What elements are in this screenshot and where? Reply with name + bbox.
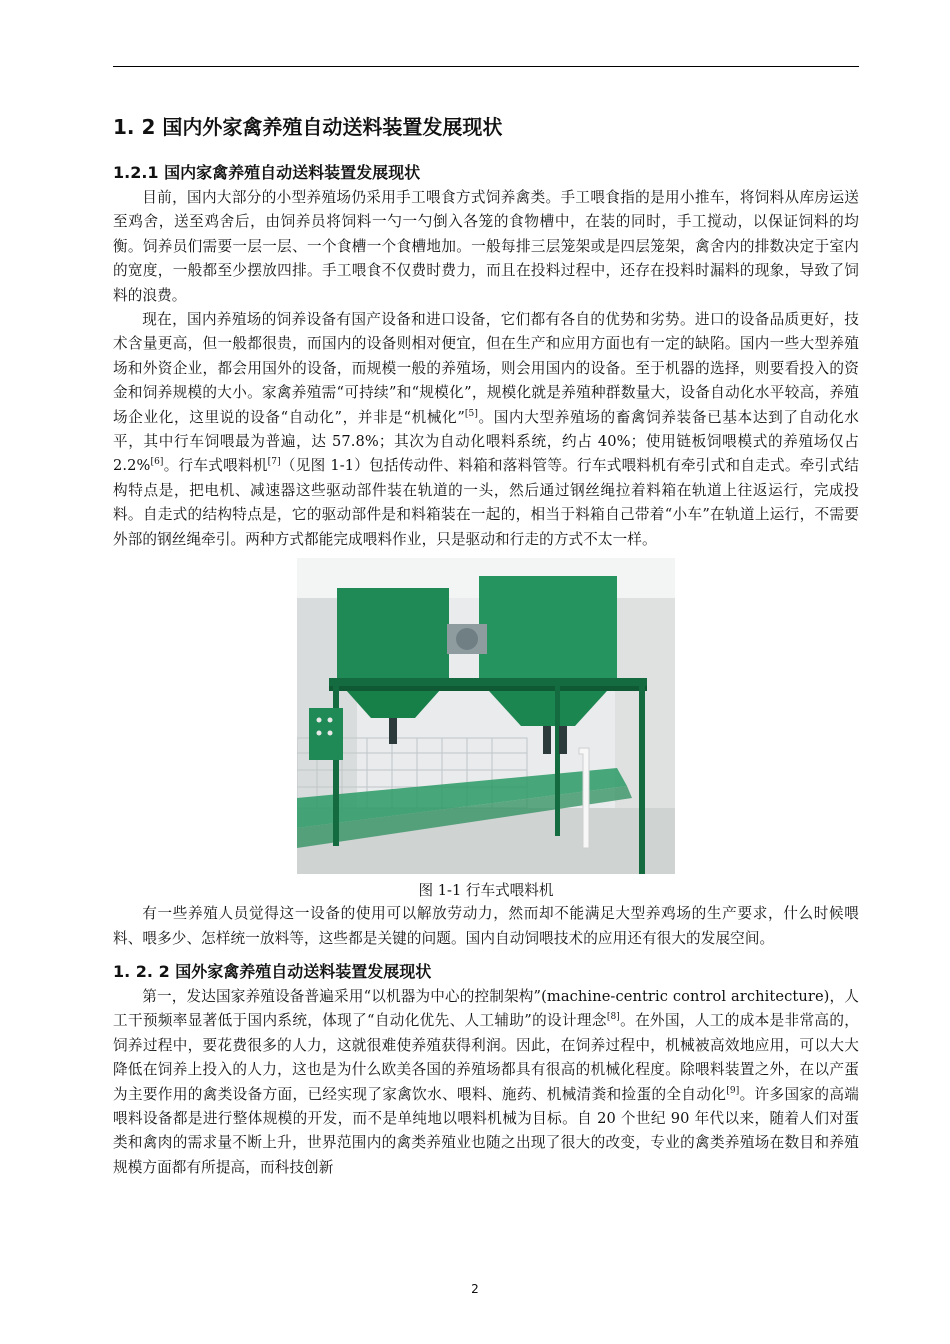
citation-ref: [6]: [150, 457, 164, 468]
text-run: 。在外国，人工的成本是非常高的，饲养过程中，要花费很多的人力，这就很难使养殖获得利润。因此，在饲养过程中，机械被高效地应用，可以大大降低在饲养上投入的人力，这也是为什么欧美各国的养殖场都具有很高的机械化程度。除喂料装置之外，在以产蛋为主要作用的禽类设备方面，已经实现了家禽饮水、喂料、施药、机械清粪和捡蛋的全自动化: [113, 1012, 859, 1103]
citation-ref: [5]: [464, 408, 478, 419]
text-run: 。国内大型养殖场的畜禽饲养装备已基本达到了自动化水平，其中行车饲喂最为普遍，达 57.8%；其次为自动化喂料系统，约占 40%；使用链板饲喂模式的养殖场仅占 2.2%: [113, 408, 859, 475]
text-run: 。行车式喂料机: [163, 457, 268, 475]
citation-ref: [8]: [606, 1012, 620, 1023]
subsection-title-1-2-1: 1.2.1 国内家禽养殖自动送料装置发展现状: [113, 163, 421, 182]
figure-caption: 图 1-1 行车式喂料机: [418, 882, 554, 900]
figure-1-1: [113, 558, 859, 902]
paragraph: [113, 985, 859, 1180]
page-number: 2: [471, 1282, 479, 1296]
text-run: 现在，国内养殖场的饲养设备有国产设备和进口设备，它们都有各自的优势和劣势。进口的设备品质更好，技术含量更高，但一般都很贵，而国内的设备则相对便宜，但在生产和应用方面也有一定的缺陷。国内一些大型养殖场和外资企业，都会用国外的设备，而规模一般的养殖场，则会用国内的设备。至于机器的选择，则要看投入的资金和饲养规模的大小。家禽养殖需“可持续”和“规模化”，规模化就是养殖种群数量大，设备自动化水平较高，养殖场企业化，这里说的设备“自动化”，并非是“机械化”: [113, 311, 859, 426]
text-run: 第一，发达国家养殖设备普遍采用“以机器为中心的控制架构”(machine-centric control architecture)，人工干预频率显著低于国内系统，体现了“自动化优先、人工辅助”的设计理念: [113, 987, 859, 1030]
text-run: 。许多国家的高端喂料设备都是进行整体规模的开发，而不是单纯地以喂料机械为目标。自 20 个世纪 90 年代以来，随着人们对蛋类和禽肉的需求量不断上升，世界范围内的禽类养殖业也随之出现了很大的改变，专业的禽类养殖场在数目和养殖规模方面都有所提高，而科技创新: [113, 1085, 859, 1176]
paragraph: 目前，国内大部分的小型养殖场仍采用手工喂食方式饲养禽类。手工喂食指的是用小推车，将饲料从库房运送至鸡舍，送至鸡舍后，由饲养员将饲料一勺一勺倒入各笼的食物槽中，在装的同时，手工搅动，以保证饲料的均衡。饲养员们需要一层一层、一个食槽一个食槽地加。一般每排三层笼架或是四层笼架，禽舍内的排数决定于室内的宽度，一般都至少摆放四排。手工喂食不仅费时费力，而且在投料过程中，还存在投料时漏料的现象，导致了饲料的浪费。: [113, 189, 859, 304]
paragraph: [113, 308, 859, 552]
citation-ref: [7]: [267, 457, 281, 468]
section-title: 1. 2 国内外家禽养殖自动送料装置发展现状: [113, 115, 503, 139]
citation-ref: [9]: [726, 1085, 740, 1096]
text-run: （见图 1-1）包括传动件、料箱和落料管等。行车式喂料机有牵引式和自走式。牵引式结构特点是，把电机、减速器这些驱动部件装在轨道的一头，然后通过钢丝绳拉着料箱在轨道上往返运行，完成投料。自走式的结构特点是，它的驱动部件是和料箱装在一起的，相当于料箱自己带着“小车”在轨道上运行，不需要外部的钢丝绳牵引。两种方式都能完成喂料作业，只是驱动和行走的方式不太一样。: [113, 457, 859, 548]
subsection-title-1-2-2: 1. 2. 2 国外家禽养殖自动送料装置发展现状: [113, 961, 432, 981]
paragraph: 有一些养殖人员觉得这一设备的使用可以解放劳动力，然而却不能满足大型养鸡场的生产要求，什么时候喂料、喂多少、怎样统一放料等，这些都是关键的问题。国内自动饲喂技术的应用还有很大的发展空间。: [113, 905, 859, 947]
feeder-machine-photo: [297, 558, 675, 874]
page-content: [113, 110, 859, 1180]
header-rule: [113, 66, 859, 67]
